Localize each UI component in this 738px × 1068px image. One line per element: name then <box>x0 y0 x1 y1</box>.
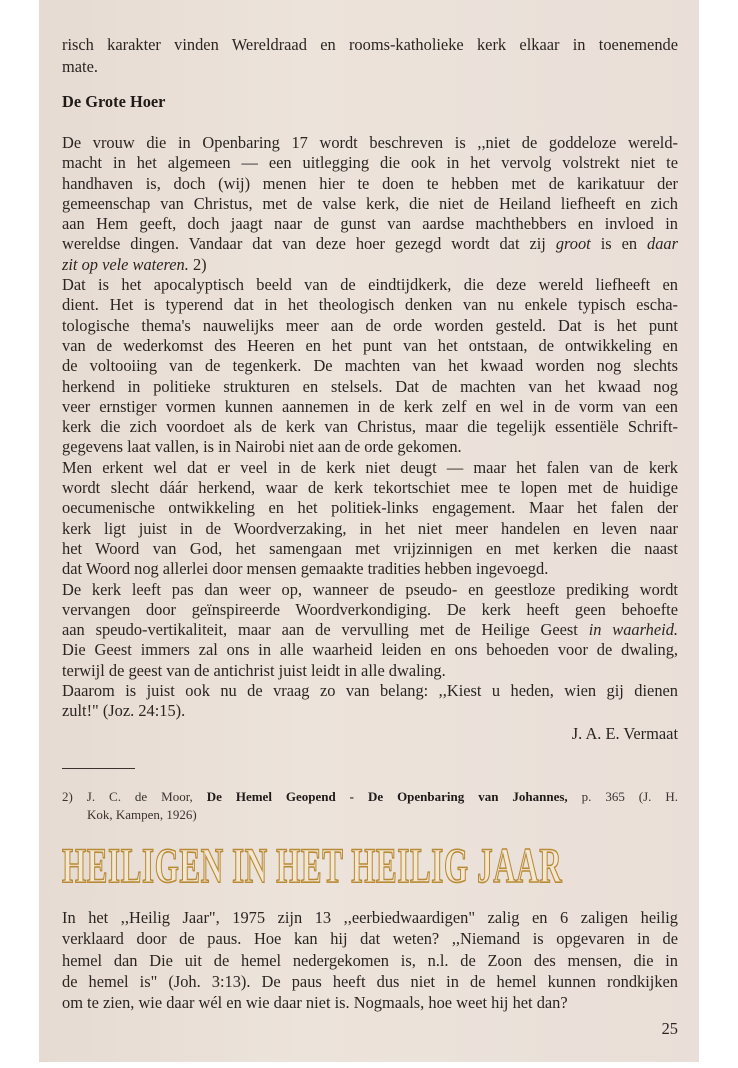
article-title: HEILIGEN IN HET HEILIG JAAR <box>62 837 563 893</box>
text-line <box>62 701 678 721</box>
intro-paragraph <box>62 34 678 78</box>
text-line <box>62 620 678 640</box>
text-segment: 2) <box>188 254 207 274</box>
text-line: dient. Het is typerend dat in het theologisch denken van nu enkele typisch escha- <box>62 295 678 315</box>
text-line: het Woord van God, het samengaan met vrijzinnigen en met kerken die naast <box>62 538 678 558</box>
text-line: kerk die zich voordoet als de kerk van Christus, maar die tegelijk essentiële Schrift- <box>62 417 678 437</box>
text-line: aan Hem geeft, doch jaagt naar de gunst van aardse machthebbers en invloed in <box>62 214 678 234</box>
text-segment: aan speudo-vertikaliteit, maar aan de vervulling met de Heilige Geest <box>62 620 589 640</box>
text-segment: zult!" (Joz. 24:15). <box>62 701 186 721</box>
text-line: oecumenische ontwikkeling en het politiek-links engagement. Maar het falen der <box>62 498 678 518</box>
footnote-author: J. C. de Moor, <box>86 789 193 804</box>
text-line: verklaard door de paus. Hoe kan hij dat weten? ,,Niemand is opgevaren in de <box>62 929 678 949</box>
text-line: veer ernstiger vormen kunnen aannemen in de kerk zelf en wel in de vorm van een <box>62 396 678 416</box>
text-line: vervangen door geïnspireerde Woordverkondiging. De kerk heeft geen behoefte <box>62 599 678 619</box>
text-segment: is en <box>590 234 648 254</box>
text-line <box>62 437 678 457</box>
text-line <box>62 661 678 681</box>
text-line: kerk ligt juist in de Woordverzaking, in het niet meer handelen en leven naar <box>62 518 678 538</box>
footnote-number: 2) <box>62 789 73 804</box>
text-line: De kerk leeft pas dan weer op, wanneer de pseudo- en geestloze prediking wordt <box>62 579 678 599</box>
article2-body <box>62 907 678 1013</box>
text-line <box>62 992 678 1013</box>
page-number: 25 <box>661 1019 678 1038</box>
italic-text: groot <box>555 234 591 254</box>
footnote-publisher: Kok, Kampen, 1926) <box>87 807 197 822</box>
text-segment: terwijl de geest van de antichrist juist leidt in alle dwaling. <box>62 660 446 680</box>
text-line: wordt slecht dáár herkend, waar de kerk tekortschiet mee te lopen met de huidige <box>62 478 678 498</box>
article-body <box>62 133 678 722</box>
text-line: van de wederkomst des Heeren en het punt van het ontstaan, de ontwikkeling en <box>62 335 678 355</box>
text-segment: gegevens laat vallen, is in Nairobi niet aan de orde gekomen. <box>62 437 462 457</box>
footnote-book-title: De Hemel Geopend - De Openbaring van Johannes, <box>206 789 568 804</box>
text-segment: wereldse dingen. Vandaar dat van deze hoer gezegd wordt dat zij <box>62 234 556 254</box>
text-line: Men erkent wel dat er veel in de kerk niet deugt — maar het falen van de kerk <box>62 457 678 477</box>
text-line: macht in het algemeen — een uitlegging die ook in het vervolg volstrekt niet te <box>62 153 678 173</box>
text-line: mate. <box>62 56 98 76</box>
text-line <box>62 234 678 254</box>
text-line: gemeenschap van Christus, met de valse kerk, die niet de Heiland liefheeft en zich <box>62 193 678 213</box>
text-line: Die Geest immers zal ons in alle waarheid leiden en ons behoeden voor de dwaling, <box>62 640 678 660</box>
text-line <box>62 559 678 579</box>
text-line: handhaven is, doch (wij) menen hier te doen te hebben met de karikatuur der <box>62 173 678 193</box>
text-line: de voltooiing van de tegenkerk. De machten van het kwaad worden nog slechts <box>62 356 678 376</box>
section-heading: De Grote Hoer <box>62 92 166 111</box>
italic-text: daar <box>647 234 678 254</box>
footnote-page: p. 365 (J. H. <box>581 789 679 804</box>
text-segment: om te zien, wie daar wél en wie daar niet is. Nogmaals, hoe weet hij het dan? <box>62 993 568 1013</box>
text-line: de hemel is" (Joh. 3:13). De paus heeft dus niet in de hemel kunnen rondkijken <box>62 971 678 991</box>
text-line: De vrouw die in Openbaring 17 wordt beschreven is ,,niet de goddeloze wereld- <box>62 133 678 152</box>
text-line: Daarom is juist ook nu de vraag zo van belang: ,,Kiest u heden, wien gij dienen <box>62 681 678 701</box>
author-signature: J. A. E. Vermaat <box>571 724 678 743</box>
text-line: hemel dan Die uit de hemel nedergekomen is, n.l. de Zoon des mensen, die in <box>62 950 678 970</box>
text-line: Dat is het apocalyptisch beeld van de eindtijdkerk, die deze wereld liefheeft en <box>62 275 678 295</box>
footnote <box>62 788 678 824</box>
text-line: tologische thema's nauwelijks meer aan de orde worden gesteld. Dat is het punt <box>62 315 678 335</box>
text-line: In het ,,Heilig Jaar", 1975 zijn 13 ,,eerbiedwaardigen" zalig en 6 zaligen heilig <box>62 908 678 927</box>
text-segment: dat Woord nog allerlei door mensen gemaakte tradities hebben ingevoegd. <box>62 559 549 579</box>
text-line <box>62 255 678 275</box>
italic-text: zit op vele wateren. <box>62 254 189 274</box>
footnote-divider <box>62 768 135 769</box>
text-line: herkend in politieke strukturen en stelsels. Dat de machten van het kwaad nog <box>62 376 678 396</box>
text-line: risch karakter vinden Wereldraad en rooms-katholieke kerk elkaar in toenemende <box>62 35 678 54</box>
italic-text: in waarheid. <box>588 620 679 640</box>
